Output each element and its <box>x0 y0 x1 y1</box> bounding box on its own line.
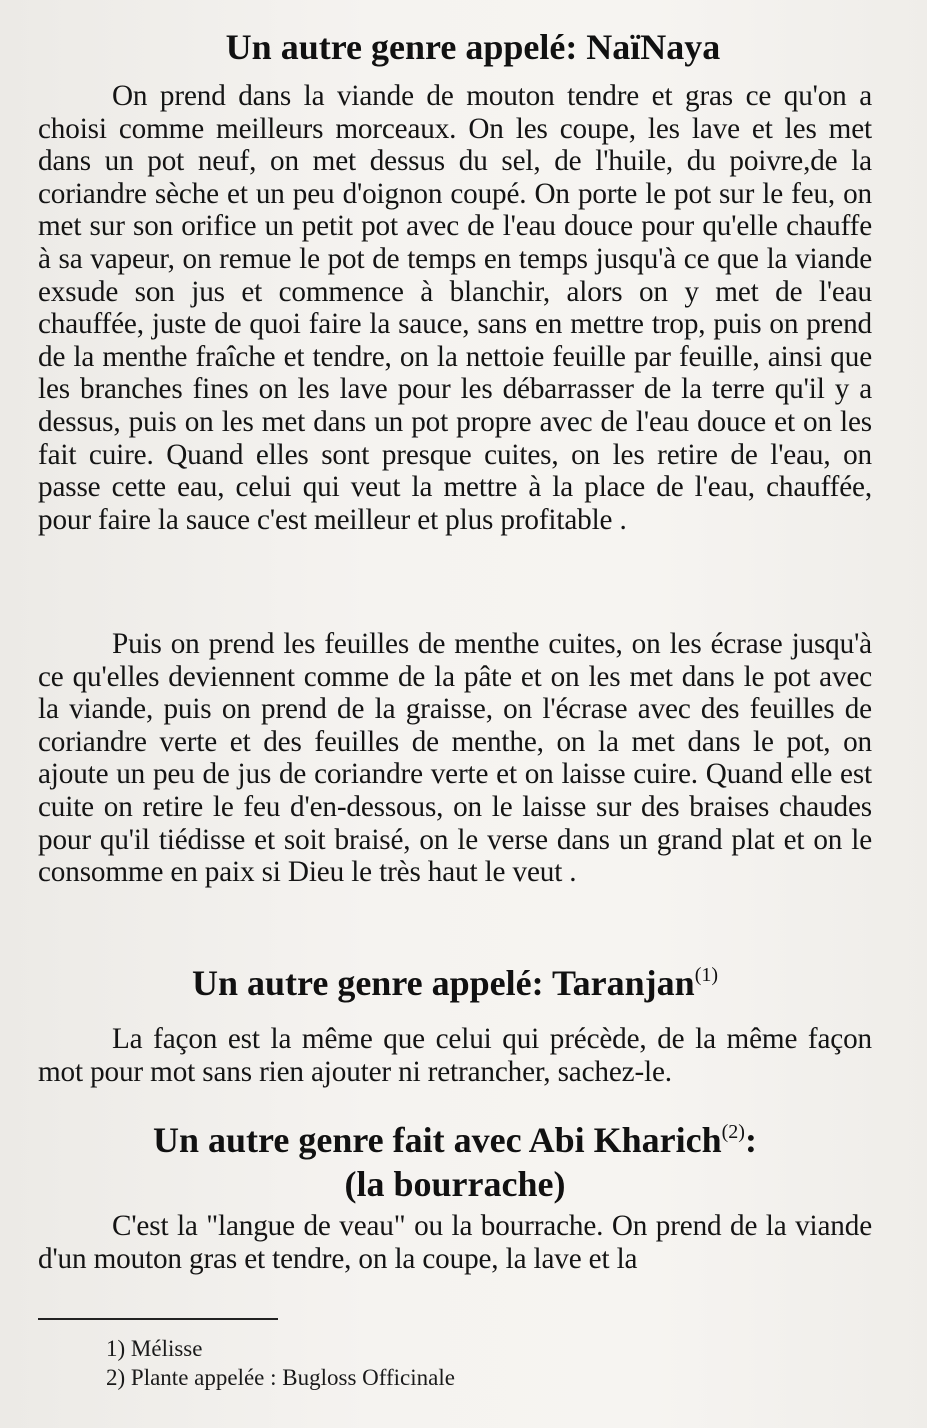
paragraph-bourrache: C'est la "langue de veau" ou la bourrache. On prend de la viande d'un mouton gras et tendre, on la coupe, la lave et la <box>38 1210 872 1275</box>
footnote-divider <box>38 1318 278 1320</box>
paragraph-block <box>38 1210 872 1275</box>
paragraph-block <box>38 628 872 889</box>
paragraph-nainaya-1: On prend dans la viande de mouton tendre et gras ce qu'on a choisi comme meilleurs morceaux. On les coupe, les lave et les met dans un pot neuf, on met dessus du sel, de l'huile, du poivre,de la coriandre sèche et un peu d'oignon coupé. On porte le pot sur le feu, on met sur son orifice un petit pot avec de l'eau douce pour qu'elle chauffe à sa vapeur, on remue le pot de temps en temps jusqu'à ce que la viande exsude son jus et commence à blanchir, alors on y met de l'eau chauffée, juste de quoi faire la sauce, sans en mettre trop, puis on prend de la menthe fraîche et tendre, on la nettoie feuille par feuille, ainsi que les branches fines on les lave pour les débarrasser de la terre qu'il y a dessus, puis on les met dans un pot propre avec de l'eau douce et on les fait cuire. Quand elles sont presque cuites, on les retire de l'eau, on passe cette eau, celui qui veut la mettre à la place de l'eau, chauffée, pour faire la sauce c'est meilleur et plus profitable . <box>38 80 872 536</box>
heading-colon: : <box>744 1120 757 1160</box>
heading-taranjan <box>38 960 872 1006</box>
footnote-ref-1: (1) <box>694 964 719 986</box>
paragraph-taranjan: La façon est la même que celui qui précède, de la même façon mot pour mot sans rien ajouter ni retrancher, sachez-le. <box>38 1023 872 1088</box>
heading-abi-kharich-line2: (la bourrache) <box>344 1164 566 1204</box>
heading-nainaya: Un autre genre appelé: NaïNaya <box>225 27 721 67</box>
paragraph-nainaya-2: Puis on prend les feuilles de menthe cuites, on les écrase jusqu'à ce qu'elles deviennent comme de la pâte et on les met dans le pot avec la viande, puis on prend de la graisse, on l'écrase avec des feuilles de coriandre verte et des feuilles de menthe, on la met dans le pot, on ajoute un peu de jus de coriandre verte et on laisse cuire. Quand elle est cuite on retire le feu d'en-dessous, on le laisse sur des braises chaudes pour qu'il tiédisse et soit braisé, on le verse dans un grand plat et on le consomme en paix si Dieu le très haut le veut . <box>38 628 872 889</box>
footnote-1: 1) Mélisse <box>106 1336 203 1361</box>
heading-taranjan-text: Un autre genre appelé: Taranjan <box>191 963 695 1003</box>
footnote-ref-2: (2) <box>721 1121 745 1143</box>
paragraph-block <box>38 1023 872 1088</box>
heading-abi-kharich-line1: Un autre genre fait avec Abi Kharich <box>153 1120 722 1160</box>
heading-abi-kharich <box>38 1118 872 1206</box>
paragraph-block <box>38 80 872 536</box>
footnote-2: 2) Plante appelée : Bugloss Officinale <box>106 1365 455 1390</box>
footnotes <box>106 1334 455 1392</box>
